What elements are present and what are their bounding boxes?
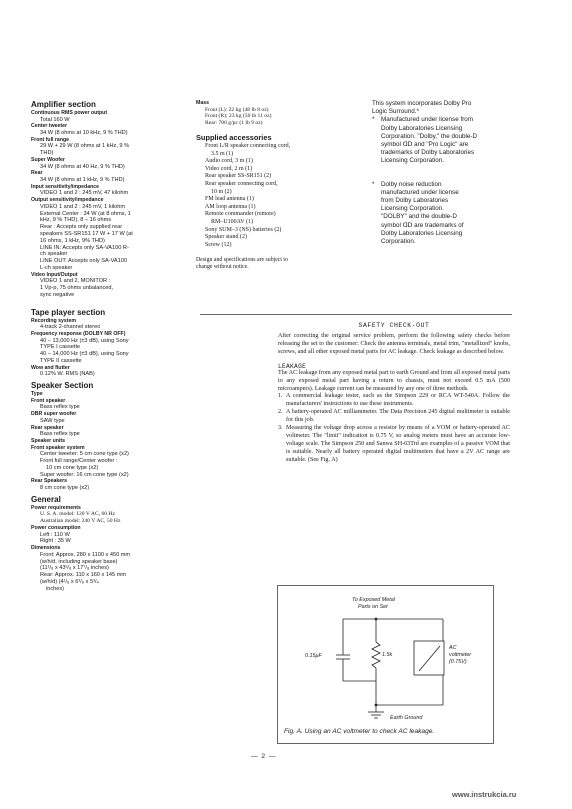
- list-text: A commercial leakage tester, such as the Simpson 229 or RCA WT-540A. Follow the manufacturers' instructions to use these instruments.: [286, 393, 510, 408]
- dolby-text-line: Dolby noise reduction: [381, 180, 442, 188]
- spec-value: 1 Vp-p, 75 ohms unbalanced,: [40, 285, 114, 292]
- accessory-item: Audio cord, 3 m (1): [205, 158, 253, 165]
- spec-label: DBR super woofer: [31, 411, 77, 418]
- spec-value: LINE OUT: Accepts only SA-VA100: [40, 258, 127, 265]
- dolby-text-line: Corporation. "Dolby," the double-D: [381, 132, 478, 140]
- dolby-intro-line: Logic Surround.*: [372, 108, 419, 116]
- list-number: 2.: [278, 409, 283, 416]
- spec-value: Bass reflex type: [40, 404, 80, 411]
- spec-value: Center tweeter: 5 cm cone type (x2): [40, 451, 129, 458]
- spec-note: change without notice.: [196, 264, 249, 271]
- section-divider: [200, 314, 512, 315]
- spec-label: Front full range: [31, 136, 70, 143]
- ground-label: Earth Ground: [390, 715, 423, 721]
- spec-value: 34 W (8 ohms at 40 Hz, 9 % THD): [40, 163, 125, 170]
- leakage-method-2: [278, 409, 510, 425]
- general-section-title: General: [31, 494, 61, 504]
- leakage-method-3: [278, 425, 510, 465]
- dolby-text-line: Licensing Corporation.: [381, 157, 445, 165]
- dolby-text-line: symbol ᗡᗞ are trademarks of: [381, 221, 464, 229]
- resistor: [372, 642, 380, 668]
- spec-label: Front speaker system: [31, 444, 85, 451]
- leakage-method-1: [278, 393, 510, 409]
- watermark: www.instrukcia.ru: [452, 790, 517, 799]
- dolby-text-line: Corporation.: [381, 238, 416, 246]
- dolby-text-line: manufactured under license: [381, 188, 459, 196]
- spec-label: Continuous RMS power output: [31, 110, 108, 116]
- spec-value: 16 ohms, 1 kHz, 9% THD): [40, 237, 105, 244]
- spec-value: Bass reflex type: [40, 431, 80, 438]
- accessory-item: Front L/R speaker connecting cord,: [205, 142, 291, 149]
- spec-value: Australian model: 240 V AC, 50 Hz: [40, 518, 121, 525]
- dolby-text-line: Manufactured under license from: [381, 116, 474, 124]
- spec-label: Wow and flutter: [31, 364, 70, 371]
- dolby-text-line: trademarks of Dolby Laboratories: [381, 149, 475, 157]
- page-number: — 2 —: [251, 753, 277, 760]
- spec-value: TYPE II cassette: [40, 358, 82, 365]
- spec-value: Rear: Approx. 110 x 160 x 145 mm: [40, 572, 127, 579]
- spec-value: Front full range/Center woofer :: [40, 458, 118, 464]
- safety-intro: After correcting the original service problem, perform the following safety checks before releasing the set to the customer: Check the antenna terminals, metal trim, "metallized" knobs, screws, and all other exposed metal parts for AC leakage. Check leakage as described below.: [278, 333, 510, 355]
- spec-value: 0.12% W. RMS (NAB): [40, 371, 95, 378]
- accessory-item: Screw (12): [205, 241, 232, 248]
- spec-value: SAW type: [40, 417, 65, 424]
- spec-label: Type: [31, 391, 43, 398]
- spec-label: Mass: [196, 100, 209, 106]
- voltmeter-needle: [419, 646, 440, 671]
- dolby-text-line: Dolby Laboratories Licensing: [381, 229, 463, 237]
- spec-value: Left : 110 W: [40, 531, 70, 538]
- bullet-marker: *: [372, 180, 375, 188]
- safety-checkout-section: [278, 322, 510, 465]
- junction-dot: [375, 618, 378, 621]
- dolby-intro-line: This system incorporates Dolby Pro: [372, 100, 472, 107]
- accessory-item: FM lead antenna (1): [205, 196, 254, 203]
- list-number: 1.: [278, 393, 283, 400]
- spec-value: Right : 35 W: [40, 538, 71, 545]
- voltmeter-label: voltmeter: [449, 652, 472, 658]
- bullet-marker: *: [372, 116, 375, 124]
- spec-value: U. S. A. model: 120 V AC, 60 Hz: [40, 511, 116, 518]
- spec-label: Rear Speakers: [31, 478, 68, 485]
- accessory-item: Speaker stand (2): [205, 234, 247, 241]
- figure-caption: Fig. A. Using an AC voltmeter to check AC leakage.: [284, 728, 435, 735]
- accessory-item: Rear speaker SS-SR151 (2): [205, 173, 272, 180]
- spec-value: Total 160 W: [40, 116, 70, 123]
- spec-value: External Center : 34 W (at 8 ohms, 1: [40, 210, 131, 217]
- spec-value: L-ch speaker: [40, 264, 73, 271]
- spec-label: Rear speaker: [31, 424, 64, 431]
- spec-value: Front (R): 23 kg (50 lb 11 oz): [205, 113, 272, 120]
- figure-label: Parts on Set: [358, 604, 388, 610]
- spec-value: Front (L): 22 kg (48 lb 8 oz): [205, 106, 269, 113]
- spec-value: Rear : Accepts only supplied rear: [40, 224, 123, 231]
- accessory-item: AM loop antenna (1): [205, 203, 256, 210]
- accessory-item: Sony SUM–3 (NS) batteries (2): [205, 226, 282, 233]
- dolby-text-line: Dolby Laboratories Licensing: [381, 124, 463, 132]
- spec-value: Rear: 700 g/pc (1 lb 9 oz): [205, 120, 263, 127]
- spec-value: VIDEO 1 and 2 : 245 mV, 1 kilohm: [40, 203, 125, 210]
- list-text: A battery-operated AC milliammeter. The Data Precision 245 digital multimeter is suitable for this job.: [286, 409, 510, 424]
- voltmeter-label: (0.75V): [449, 659, 467, 665]
- safety-title: SAFETY CHECK-OUT: [358, 322, 430, 329]
- spec-label: Front speaker: [31, 397, 66, 404]
- spec-label: Recording system: [31, 317, 76, 324]
- figure-label: To Exposed Metal: [352, 597, 395, 603]
- spec-label: Frequency response (DOLBY NR OFF): [31, 331, 126, 338]
- dolby-bullet-2: [372, 181, 522, 247]
- dolby-text-line: "DOLBY" and the double-D: [381, 213, 457, 221]
- spec-label: Rear: [31, 170, 43, 177]
- dolby-text-line: symbol ᗡᗞ and "Pro Logic" are: [381, 141, 469, 149]
- spec-value: ch speaker: [40, 251, 68, 258]
- spec-value: TYPE I cassette: [40, 344, 81, 351]
- spec-label: Center tweeter: [31, 123, 68, 130]
- accessory-item: 3.5 m (1): [211, 150, 234, 157]
- spec-value: inches): [46, 585, 65, 592]
- dolby-bullet-1: [372, 116, 522, 165]
- speaker-section-title: Speaker Section: [31, 381, 94, 391]
- figure-a: [277, 585, 494, 744]
- amplifier-section-title: Amplifier section: [31, 100, 96, 109]
- spec-value: speakers SS-SR151 17 W + 17 W (at: [40, 230, 133, 237]
- list-number: 3.: [278, 425, 283, 432]
- accessory-item: 10 m (2): [211, 188, 232, 195]
- dolby-text-line: from Dolby Laboratories: [381, 197, 449, 205]
- list-text: Measuring the voltage drop across a resistor by means of a VOM or battery-operated AC voltmeter. The "limit" indication is 0.75 V, so analog meters must have an accurate low-voltage scale. The Simpson 250 and Sanwa SH-63Trd are examples of a passive VOM that is suitable. Nearly all battery operated digital multimeters that have a 2V AC range are suitable. (See Fig. A): [286, 425, 510, 463]
- accessories-title: Supplied accessories: [196, 132, 272, 142]
- spec-label: Power consumption: [31, 524, 81, 531]
- voltmeter-label: AC: [449, 645, 457, 651]
- accessory-item: Remote commander (remote): [205, 211, 276, 218]
- spec-value: 10 cm cone type (x2): [46, 464, 99, 471]
- spec-value: 34 W (8 ohms at 10 kHz, 9 % THD): [40, 129, 128, 136]
- dolby-notice: [372, 100, 522, 246]
- spec-value: Front: Approx. 280 x 1100 x 450 mm: [40, 551, 131, 558]
- spec-label: Video Input/Output: [31, 271, 78, 278]
- spec-label: Speaker units: [31, 438, 66, 445]
- specs-column-2: [196, 100, 356, 271]
- spec-value: VIDEO 1 and 2, MONITOR :: [40, 278, 111, 285]
- spec-value: sync negative: [40, 291, 75, 298]
- spec-value: THD): [40, 150, 54, 157]
- spec-label: Super Woofer: [31, 156, 65, 163]
- accessory-item: Video cord, 2 m (1): [205, 165, 253, 172]
- spec-value: VIDEO 1 and 2 : 245 mV, 47 kilohm: [40, 190, 129, 197]
- spec-label: Input sensitivity/impedance: [31, 183, 100, 190]
- dolby-text-line: Licensing Corporation.: [381, 205, 445, 213]
- specs-column-1: [31, 100, 171, 593]
- capacitor-label: 0.15μF: [305, 653, 322, 659]
- spec-value: 40 – 14,000 Hz (±3 dB), using Sony: [40, 351, 129, 358]
- spec-value: 29 W + 29 W (8 ohms at 1 kHz, 9 %: [40, 143, 130, 150]
- spec-value: Super woofer: 16 cm cone type (x2): [40, 471, 129, 478]
- accessory-item: RM–U100AV (1): [211, 218, 253, 225]
- spec-label: Dimensions: [31, 545, 61, 552]
- spec-value: (w/h/d, including speaker base): [40, 558, 118, 565]
- spec-note: Design and specifications are subject to: [196, 257, 288, 264]
- spec-value: LINE IN: Accepts only SA-VA100 R-: [40, 244, 129, 251]
- tape-section-title: Tape player section: [31, 307, 106, 317]
- spec-label: Power requirements: [31, 504, 81, 511]
- accessory-item: Rear speaker connecting cord,: [205, 180, 278, 187]
- spec-value: (w/h/d) (4¹/₈ x 6³/₈ x 5³/₄: [40, 578, 99, 585]
- spec-value: 40 – 13,000 Hz (±3 dB), using Sony: [40, 337, 129, 344]
- resistor-label: 1.5k: [382, 652, 393, 658]
- spec-value: kHz, 9 % THD), 8 – 16 ohms: [40, 217, 112, 224]
- spec-value: 4-track 2-channel stereo: [40, 324, 101, 331]
- leakage-title: LEAKAGE: [278, 362, 307, 370]
- junction-dot: [375, 704, 378, 707]
- spec-label: Output sensitivity/impedance: [31, 197, 104, 204]
- spec-value: (11¹/₈ x 43³/₈ x 17⁷/₈ inches): [40, 565, 109, 572]
- spec-value: 8 cm cone type (x2): [40, 484, 90, 491]
- leakage-paragraph: The AC leakage from any exposed metal part to earth Ground and from all exposed metal parts to any exposed metal part having a return to chassis, must not exceed 0.5 mA (500 microampers). Leakage current can be measured by any one of three methods.: [278, 369, 510, 392]
- spec-value: 34 W (8 ohms at 1 kHz, 9 % THD): [40, 176, 125, 183]
